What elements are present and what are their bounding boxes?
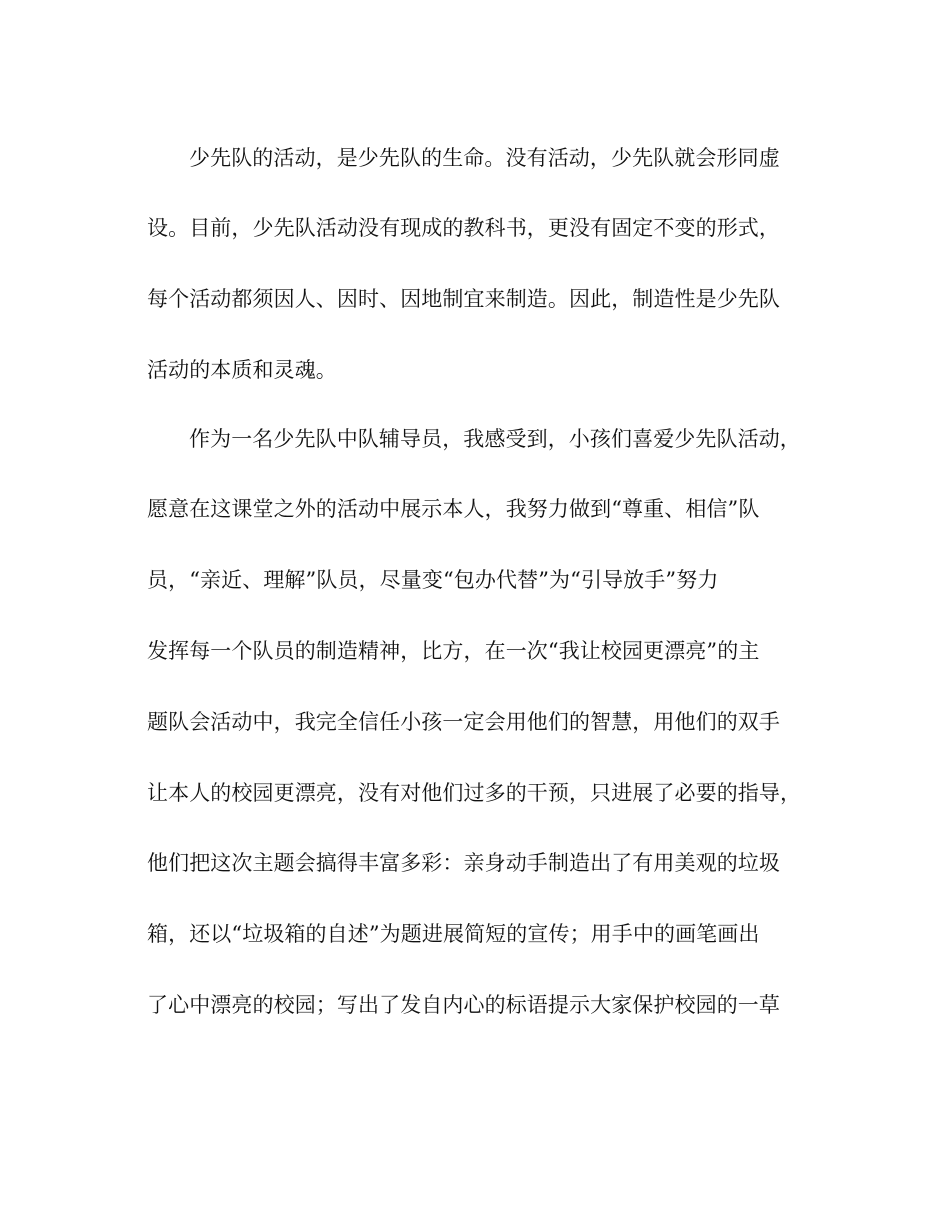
paragraph-1-line-4: 活动的本质和灵魂。 [147, 358, 337, 382]
paragraph-1-line-3: 每个活动都须因人、因时、因地制宜来制造。因此，制造性是少先队 [147, 287, 780, 311]
paragraph-2-line-4: 发挥每一个队员的制造精神，比方，在一次“我让校园更漂亮”的主 [147, 639, 760, 663]
paragraph-2-line-2: 愿意在这课堂之外的活动中展示本人，我努力做到“尊重、相信”队 [147, 497, 760, 521]
paragraph-1-line-2: 设。目前，少先队活动没有现成的教科书，更没有固定不变的形式， [147, 216, 780, 240]
paragraph-2-line-6: 让本人的校园更漂亮，没有对他们过多的干预，只进展了必要的指导， [147, 781, 802, 805]
paragraph-2-line-7: 他们把这次主题会搞得丰富多彩：亲身动手制造出了有用美观的垃圾 [147, 851, 780, 875]
paragraph-2-line-9: 了心中漂亮的校园；写出了发自内心的标语提示大家保护校园的一草 [147, 993, 780, 1017]
paragraph-2-line-3: 员，“亲近、理解”队员，尽量变“包办代替”为“引导放手”努力 [147, 568, 719, 592]
paragraph-2-line-5: 题队会活动中，我完全信任小孩一定会用他们的智慧，用他们的双手 [147, 710, 780, 734]
paragraph-2-line-1: 作为一名少先队中队辅导员，我感受到，小孩们喜爱少先队活动， [189, 427, 801, 451]
paragraph-1-line-1: 少先队的活动，是少先队的生命。没有活动，少先队就会形同虚 [189, 146, 780, 170]
paragraph-2-line-8: 箱，还以“垃圾箱的自述”为题进展简短的宣传；用手中的画笔画出 [147, 922, 760, 946]
